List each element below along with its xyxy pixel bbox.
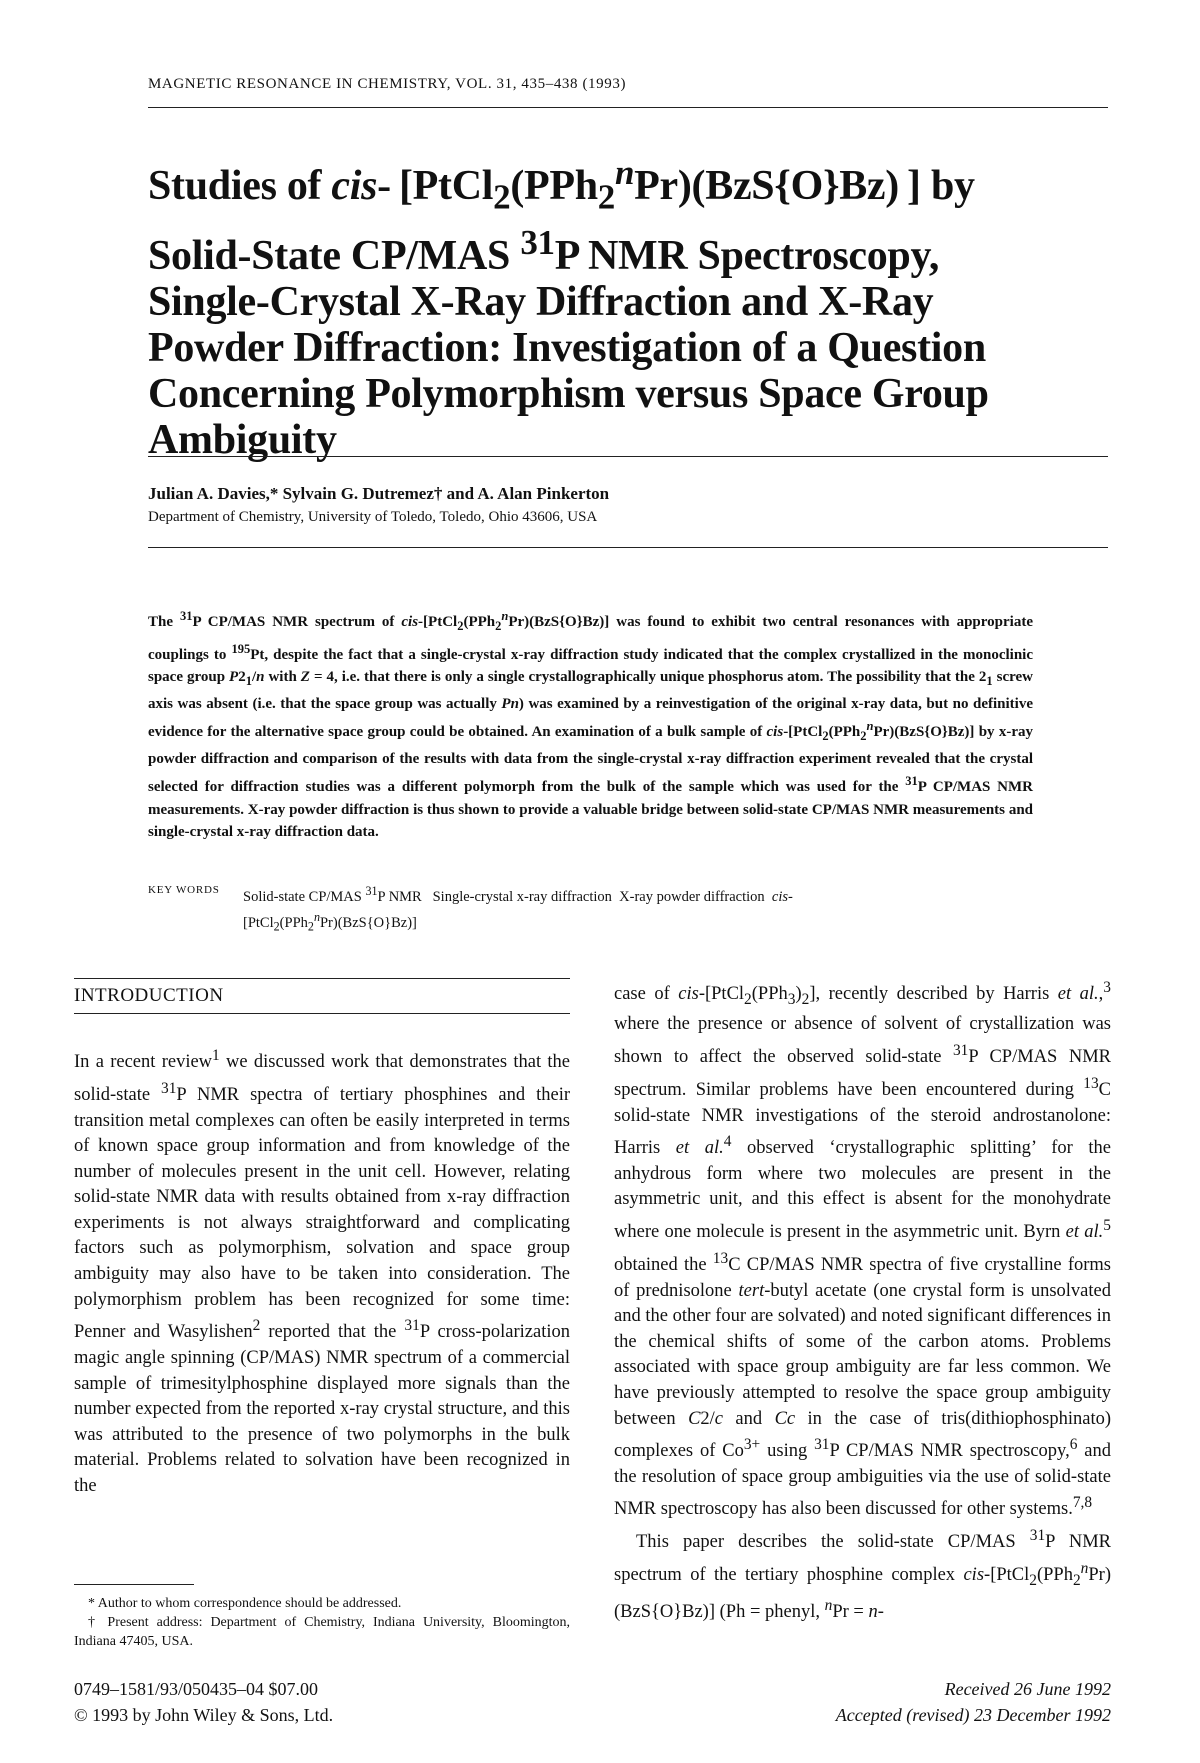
header-rule [148,107,1108,108]
intro-right-paragraph-2: This paper describes the solid-state CP/MAS $^{31}$P NMR spectrum of the tertiary phosphine complex cis-[PtCl$_2$(PPh$_2^n$Pr)(BzS{O}Bz)] (Ph = phenyl, $^n$Pr = n- [614,1527,1111,1623]
footnote-correspondence: * Author to whom correspondence should be addressed. [88,1596,402,1611]
section-rule [74,978,570,979]
article-code: 0749–1581/93/050435–04 $07.00 [74,1679,319,1699]
paper-title: Studies of cis- [PtCl$_2$(PPh$_2^n$Pr)(BzS{O}Bz) ] by Solid-State CP/MAS $^{31}$P NMR Spectroscopy, Single-Crystal X-Ray Diffraction and X-Ray Powder Diffraction: Investigation of a Question Concerning Polymorphism versus Space Group Ambiguity [148,153,989,464]
abstract: The $^{31}$P CP/MAS NMR spectrum of cis-[PtCl$_2$(PPh$_2^n$Pr)(BzS{O}Bz)] was found to exhibit two central resonances with appropriate couplings to $^{195}$Pt, despite the fact that a single-crystal x-ray diffraction study indicated that the complex crystallized in the monoclinic space group $P2_1/n$ with Z = 4, i.e. that there is only a single crystallographically unique phosphorus atom. The possibility that the $2_1$ screw axis was absent (i.e. that the space group was actually Pn) was examined by a reinvestigation of the original x-ray data, but no definitive evidence for the alternative space group could be obtained. An examination of a bulk sample of cis-[PtCl$_2$(PPh$_2^n$Pr)(BzS{O}Bz)] by x-ray powder diffraction and comparison of the results with data from the single-crystal x-ray diffraction experiment revealed that the crystal selected for diffraction studies was a different polymorph from the bulk of the sample which was used for the $^{31}$P CP/MAS NMR measurements. X-ray powder diffraction is thus shown to provide a valuable bridge between solid-state CP/MAS NMR measurements and single-crystal x-ray diffraction data. [148,609,1034,840]
section-heading-introduction: INTRODUCTION [74,985,224,1006]
authors: Julian A. Davies,* Sylvain G. Dutremez† and A. Alan Pinkerton [148,484,610,503]
journal-header: MAGNETIC RESONANCE IN CHEMISTRY, VOL. 31, 435–438 (1993) [148,76,627,92]
keywords: Solid-state CP/MAS $^{31}$P NMR Single-crystal x-ray diffraction X-ray powder diffraction cis- [PtCl$_2$(PPh$_2^n$Pr)(BzS{O}Bz)] [243,884,793,934]
publication-info [74,1676,333,1728]
footnote-rule [74,1584,194,1585]
dates [700,1676,1111,1728]
title-rule [148,456,1108,457]
section-underline [74,1013,570,1014]
copyright: © 1993 by John Wiley & Sons, Ltd. [74,1705,334,1725]
keywords-label: KEY WORDS [148,884,220,896]
intro-right-column [614,975,1111,1626]
received-date: Received 26 June 1992 [944,1679,1111,1699]
intro-left-column: In a recent review$^1$ we discussed work that demonstrates that the solid-state $^{31}$P NMR spectra of tertiary phosphines and their transition metal complexes can often be easily interpreted in terms of known space group information and from knowledge of the number of molecules present in the unit cell. However, relating solid-state NMR data with results obtained from x-ray diffraction experiments is not always straightforward and complicating factors such as polymorphism, solvation and space group ambiguity may also have to be taken into consideration. The polymorphism problem has been recognized for some time: Penner and Wasylishen$^2$ reported that the $^{31}$P cross-polarization magic angle spinning (CP/MAS) NMR spectrum of a commercial sample of trimesitylphosphine displayed more signals than the number expected from the reported x-ray crystal structure, and this was attributed to the presence of two polymorphs in the bulk material. Problems related to solvation have been recognized in the [74,1047,571,1496]
affiliation-rule [148,547,1108,548]
accepted-date: Accepted (revised) 23 December 1992 [835,1705,1111,1725]
intro-right-paragraph-1: case of cis-$[PtCl_2(PPh_3)_2]$, recently described by Harris et al.,$^3$ where the presence or absence of solvent of crystallization was shown to affect the observed solid-state $^{31}$P CP/MAS NMR spectrum. Similar problems have been encountered during $^{13}$C solid-state NMR investigations of the steroid androstanolone: Harris et al.$^4$ observed ‘crystallographic splitting’ for the anhydrous form where two molecules are present in the asymmetric unit, and this effect is absent for the monohydrate where one molecule is present in the asymmetric unit. Byrn et al.$^5$ obtained the $^{13}$C CP/MAS NMR spectra of five crystalline forms of prednisolone tert-butyl acetate (one crystal form is unsolvated and the other four are solvated) and noted significant differences in the chemical shifts of some of the carbon atoms. Problems associated with space group ambiguity are far less common. We have previously attempted to resolve the space group ambiguity between C2/c and Cc in the case of tris(dithiophosphinato) complexes of $Co^{3+}$ using $^{31}$P CP/MAS NMR spectroscopy,$^6$ and the resolution of space group ambiguities via the use of solid-state NMR spectroscopy has also been discussed for other systems.$^{7,8}$ [614,979,1112,1520]
affiliation: Department of Chemistry, University of Toledo, Toledo, Ohio 43606, USA [148,509,598,525]
footnotes [74,1594,570,1651]
footnote-present-address: † Present address: Department of Chemistry, Indiana University, Bloomington, Indiana 47405, USA. [74,1615,570,1649]
